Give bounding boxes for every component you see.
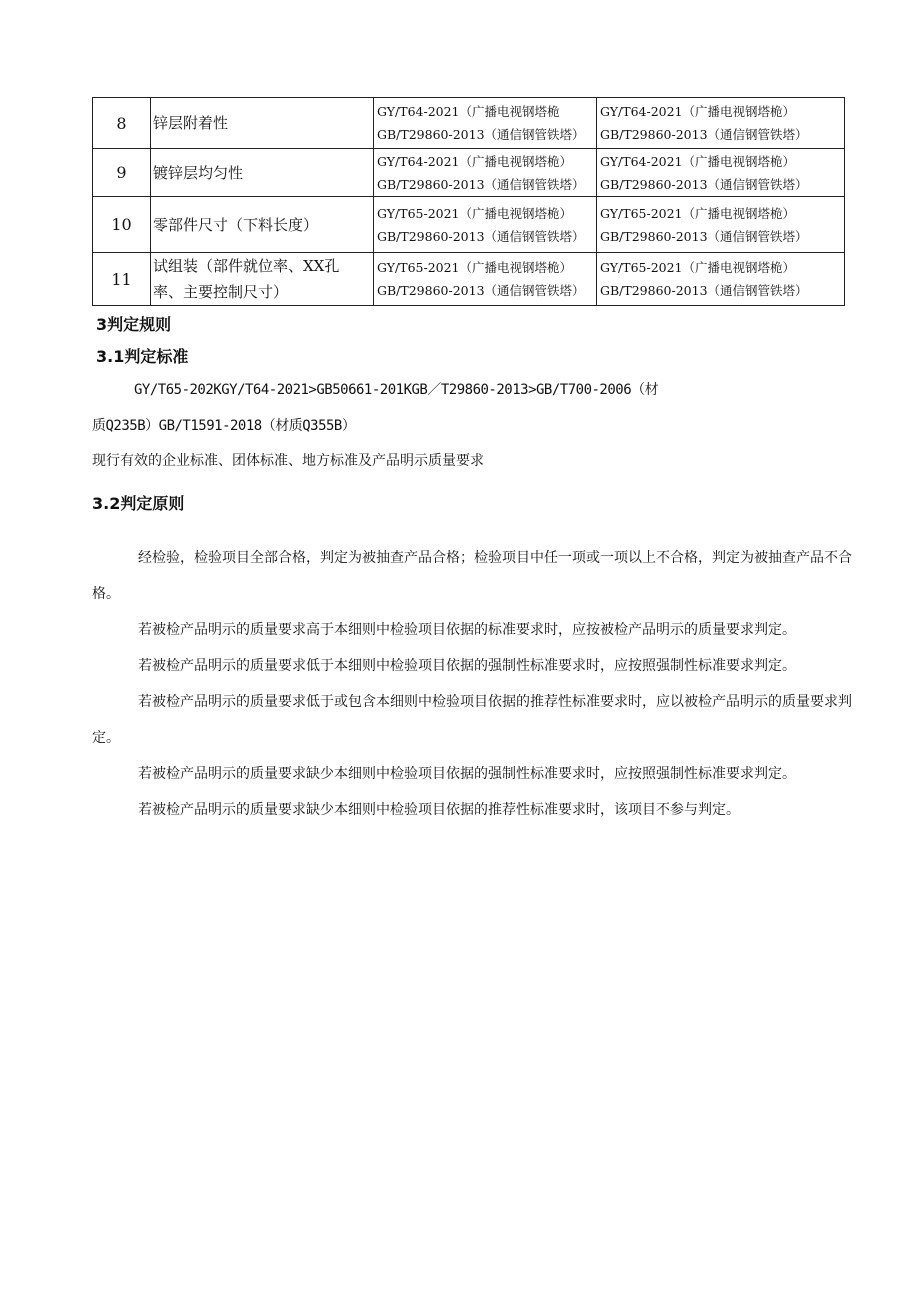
row-number: 10: [93, 197, 151, 253]
table-row: [93, 253, 845, 306]
judgement-standard: GY/T64-2021（广播电视钢塔桅） GB/T29860-2013（通信钢管铁塔）: [597, 149, 845, 197]
paragraph: 若被检产品明示的质量要求高于本细则中检验项目依据的标准要求时，应按被检产品明示的质量要求判定。: [138, 622, 796, 638]
standards-line: GY/T65-202KGY/T64-2021>GB50661-201KGB／T29860-2013>GB/T700-2006（材: [134, 382, 659, 398]
table-row: [93, 149, 845, 197]
row-number: 9: [93, 149, 151, 197]
inspection-item: 镀锌层均匀性: [151, 149, 374, 197]
reference-standard: GY/T65-2021（广播电视钢塔桅） GB/T29860-2013（通信钢管铁塔）: [374, 197, 597, 253]
subsection-title-principles: 3.2判定原则: [92, 494, 185, 513]
table-row: [93, 197, 845, 253]
judgement-standard: GY/T65-2021（广播电视钢塔桅） GB/T29860-2013（通信钢管铁塔）: [597, 253, 845, 306]
judgement-standard: GY/T64-2021（广播电视钢塔桅） GB/T29860-2013（通信钢管铁塔）: [597, 98, 845, 149]
reference-standard: GY/T65-2021（广播电视钢塔桅） GB/T29860-2013（通信钢管铁塔）: [374, 253, 597, 306]
paragraph: 若被检产品明示的质量要求低于本细则中检验项目依据的强制性标准要求时，应按照强制性标准要求判定。: [138, 658, 796, 674]
paragraph: 若被检产品明示的质量要求缺少本细则中检验项目依据的强制性标准要求时，应按照强制性标准要求判定。: [138, 766, 796, 782]
judgement-standard: GY/T65-2021（广播电视钢塔桅） GB/T29860-2013（通信钢管铁塔）: [597, 197, 845, 253]
inspection-item: 试组装（部件就位率、XX孔 率、主要控制尺寸）: [151, 253, 374, 306]
subsection-title-standards: 3.1判定标准: [96, 347, 189, 366]
paragraph: 经检验，检验项目全部合格，判定为被抽查产品合格；检验项目中任一项或一项以上不合格，判定为被抽查产品不合格。: [92, 550, 852, 602]
standards-table: [92, 97, 845, 306]
paragraph: 若被检产品明示的质量要求缺少本细则中检验项目依据的推荐性标准要求时，该项目不参与判定。: [138, 802, 740, 818]
table-row: [93, 98, 845, 149]
reference-standard: GY/T64-2021（广播电视钢塔桅） GB/T29860-2013（通信钢管铁塔）: [374, 149, 597, 197]
row-number: 11: [93, 253, 151, 306]
inspection-item: 锌层附着性: [151, 98, 374, 149]
standards-line: 现行有效的企业标准、团体标准、地方标准及产品明示质量要求: [92, 453, 484, 469]
row-number: 8: [93, 98, 151, 149]
section-title: 3判定规则: [96, 315, 172, 334]
reference-standard: GY/T64-2021（广播电视钢塔桅 GB/T29860-2013（通信钢管铁塔）: [374, 98, 597, 149]
paragraph: 若被检产品明示的质量要求低于或包含本细则中检验项目依据的推荐性标准要求时，应以被检产品明示的质量要求判定。: [92, 694, 852, 746]
standards-line: 质Q235B）GB/T1591-2018（材质Q355B）: [92, 418, 356, 434]
inspection-item: 零部件尺寸（下料长度）: [151, 197, 374, 253]
